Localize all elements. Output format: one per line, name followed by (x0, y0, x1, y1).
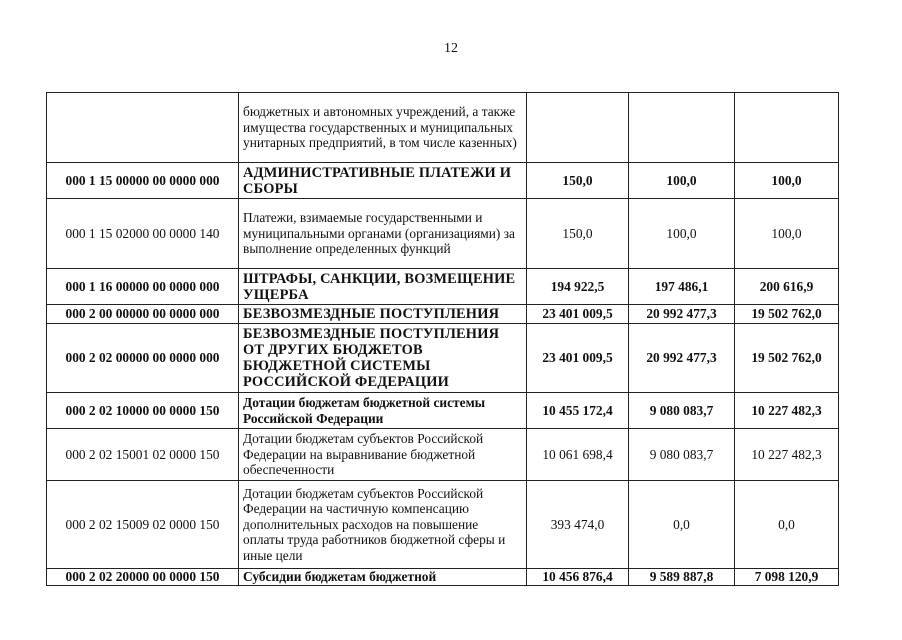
row-name: Дотации бюджетам бюджетной системы Российской Федерации (239, 393, 527, 429)
table-row (47, 163, 839, 199)
row-name: АДМИНИСТРАТИВНЫЕ ПЛАТЕЖИ И СБОРЫ (239, 163, 527, 199)
row-code: 000 2 02 00000 00 0000 000 (47, 324, 239, 393)
row-value-2020: 10 061 698,4 (527, 429, 629, 481)
row-name: Дотации бюджетам субъектов Российской Федерации на частичную компенсацию дополнительных расходов на повышение оплаты труда работников бюджетной сферы и иные цели (239, 481, 527, 569)
row-value-2021: 0,0 (629, 481, 735, 569)
row-code: 000 2 02 15009 02 0000 150 (47, 481, 239, 569)
table-row (47, 269, 839, 305)
row-value-2022: 19 502 762,0 (735, 324, 839, 393)
row-value-2022: 19 502 762,0 (735, 305, 839, 324)
row-value-2020: 23 401 009,5 (527, 324, 629, 393)
row-value-2020: 10 455 172,4 (527, 393, 629, 429)
row-value-2021: 100,0 (629, 199, 735, 269)
row-value-2020: 393 474,0 (527, 481, 629, 569)
row-code: 000 1 16 00000 00 0000 000 (47, 269, 239, 305)
table-row (47, 393, 839, 429)
row-name: бюджетных и автономных учреждений, а также имущества государственных и муниципальных унитарных предприятий, в том числе казенных) (239, 93, 527, 163)
row-value-2020: 10 456 876,4 (527, 569, 629, 586)
row-code: 000 2 00 00000 00 0000 000 (47, 305, 239, 324)
row-name: БЕЗВОЗМЕЗДНЫЕ ПОСТУПЛЕНИЯ ОТ ДРУГИХ БЮДЖЕТОВ БЮДЖЕТНОЙ СИСТЕМЫ РОССИЙСКОЙ ФЕДЕРАЦИИ (239, 324, 527, 393)
row-value-2022: 7 098 120,9 (735, 569, 839, 586)
row-value-2020: 150,0 (527, 163, 629, 199)
row-name: Платежи, взимаемые государственными и муниципальными органами (организациями) за выполнение определенных функций (239, 199, 527, 269)
table-row (47, 481, 839, 569)
row-value-2020: 23 401 009,5 (527, 305, 629, 324)
table-row (47, 199, 839, 269)
table-row (47, 93, 839, 163)
row-value-2022: 100,0 (735, 163, 839, 199)
table-row (47, 324, 839, 393)
row-name: Дотации бюджетам субъектов Российской Федерации на выравнивание бюджетной обеспеченности (239, 429, 527, 481)
row-value-2020: 194 922,5 (527, 269, 629, 305)
row-code: 000 2 02 20000 00 0000 150 (47, 569, 239, 586)
row-code: 000 2 02 10000 00 0000 150 (47, 393, 239, 429)
row-value-2021 (629, 93, 735, 163)
row-value-2020: 150,0 (527, 199, 629, 269)
row-value-2022: 100,0 (735, 199, 839, 269)
row-name: ШТРАФЫ, САНКЦИИ, ВОЗМЕЩЕНИЕ УЩЕРБА (239, 269, 527, 305)
page-number: 12 (444, 41, 458, 56)
table-row (47, 569, 839, 586)
row-value-2022: 200 616,9 (735, 269, 839, 305)
row-name: БЕЗВОЗМЕЗДНЫЕ ПОСТУПЛЕНИЯ (239, 305, 527, 324)
row-value-2021: 9 080 083,7 (629, 393, 735, 429)
table-row (47, 305, 839, 324)
row-value-2021: 20 992 477,3 (629, 305, 735, 324)
row-code (47, 93, 239, 163)
row-code: 000 2 02 15001 02 0000 150 (47, 429, 239, 481)
row-value-2021: 9 589 887,8 (629, 569, 735, 586)
table-row (47, 429, 839, 481)
row-value-2022: 0,0 (735, 481, 839, 569)
row-code: 000 1 15 00000 00 0000 000 (47, 163, 239, 199)
row-value-2022: 10 227 482,3 (735, 429, 839, 481)
row-value-2021: 100,0 (629, 163, 735, 199)
row-value-2022 (735, 93, 839, 163)
row-value-2022: 10 227 482,3 (735, 393, 839, 429)
row-value-2021: 197 486,1 (629, 269, 735, 305)
row-value-2021: 9 080 083,7 (629, 429, 735, 481)
row-value-2020 (527, 93, 629, 163)
row-code: 000 1 15 02000 00 0000 140 (47, 199, 239, 269)
row-name: Субсидии бюджетам бюджетной (239, 569, 527, 586)
budget-revenue-table (46, 92, 839, 586)
row-value-2021: 20 992 477,3 (629, 324, 735, 393)
